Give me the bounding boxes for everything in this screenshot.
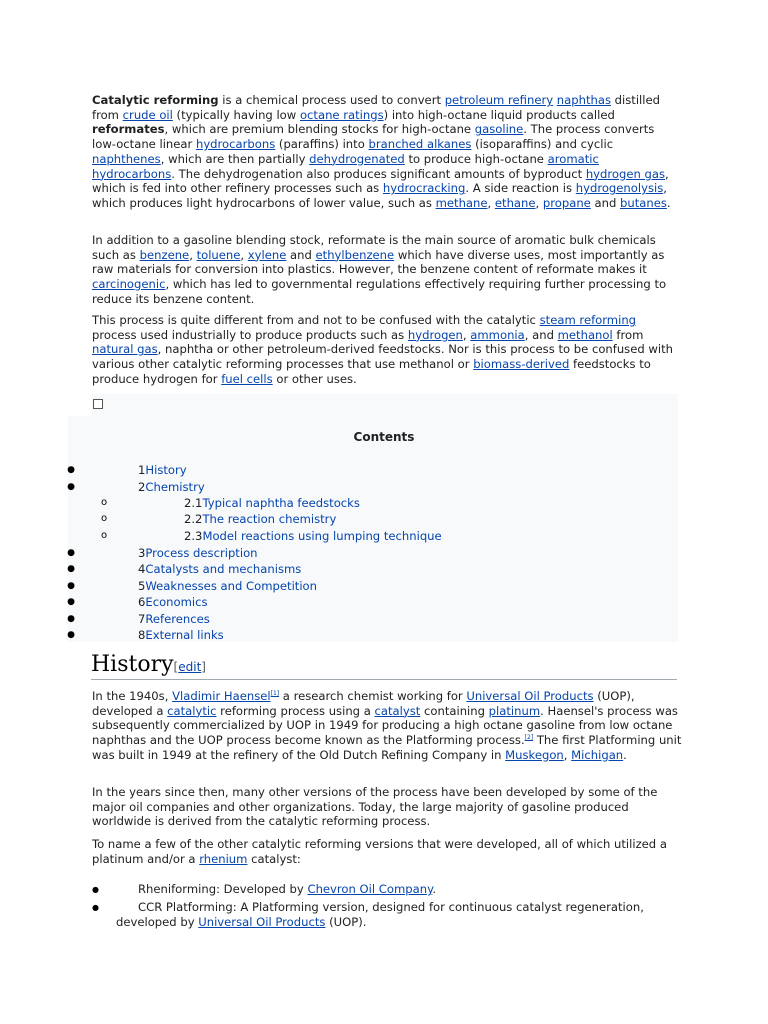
text-run: or other uses. [272,371,357,386]
text-run: is a chemical process used to convert [218,93,445,107]
text-run: distilled from [92,93,660,122]
toc-item-label[interactable]: Weaknesses and Competition [145,579,317,593]
intro-paragraph-2 [92,233,682,307]
toc-item-label[interactable]: Process description [145,546,258,560]
text-run: , [563,747,572,762]
text-run: , which are premium blending stocks for high-octane [164,122,475,137]
toc-item-chemistry[interactable] [138,479,205,495]
toc-item-number: 4 [138,562,146,576]
toc-item-number: 2.2 [184,512,203,526]
text-run: . Haensel's process was subsequently commercialized by UOP in 1949 for producing a high octane gasoline from low octane naphthas and the UOP process become known as the Platforming process. [92,703,678,748]
toc-item-model-reactions-using-lumping-technique[interactable] [184,528,442,544]
toc-item-number: 5 [138,579,146,593]
toc-item-label[interactable]: Economics [145,595,208,609]
link-crude-oil[interactable]: crude oil [122,107,173,122]
link-naphthenes[interactable]: naphthenes [92,151,161,166]
link-catalyst[interactable]: catalyst [374,703,421,718]
link-petroleum-refinery[interactable]: petroleum refinery [444,93,554,107]
citation-1[interactable]: [1] [270,690,280,698]
link-natural-gas[interactable]: natural gas [92,342,158,357]
text-run: which have diverse uses, most importantly as raw materials for conversion into plastics. However, the benzene content of reformate makes it [92,247,665,277]
toc-bullet: ● [67,614,75,624]
link-benzene[interactable]: benzene [139,247,190,262]
toc-bullet: ● [67,482,75,492]
text-run: To name a few of the other catalytic reforming versions that were developed, all of which utilized a platinum and/or a [92,837,667,866]
toc-item-economics[interactable] [138,594,208,610]
link-catalytic[interactable]: catalytic [167,703,217,718]
link-toluene[interactable]: toluene [196,247,241,262]
toc-bullet: ● [67,548,75,558]
text-run: . The process converts low-octane linear [92,122,655,152]
text-run: , [535,195,543,210]
text-run: containing [420,703,489,718]
text-run: , which is fed into other refinery processes such as [92,166,669,196]
text-run: . [432,882,436,896]
toc-item-process-description[interactable] [138,545,258,561]
toc-item-label[interactable]: References [145,612,210,626]
link-hydrocarbons[interactable]: hydrocarbons [195,137,276,152]
text-run: (isoparaffins) and cyclic [471,137,614,152]
list-item [92,882,682,897]
toc-item-label[interactable]: History [145,463,187,477]
list-item-text [92,900,682,930]
text-run: This process is quite different from and not to be confused with the catalytic [92,313,540,327]
link-vladimir-haensel[interactable]: Vladimir Haensel [172,689,271,703]
link-octane-ratings[interactable]: octane ratings [299,107,384,122]
toc-item-number: 2 [138,480,146,494]
link-branched-alkanes[interactable]: branched alkanes [368,137,472,152]
toc-item-typical-naphtha-feedstocks[interactable] [184,495,360,511]
toc-bullet: o [100,513,108,524]
bullet-icon: ● [92,885,99,894]
link-propane[interactable]: propane [542,195,591,210]
text-run: . A side reaction is [465,181,576,196]
edit-link[interactable]: edit [178,660,202,674]
link-universal-oil-products[interactable]: Universal Oil Products [466,689,594,703]
text-run: . [623,747,627,762]
link-fuel-cells[interactable]: fuel cells [221,371,273,386]
history-paragraph-3 [92,837,682,866]
toc-bullet: ● [67,630,75,640]
edit-bracket-open: [ [173,660,179,674]
link-methanol[interactable]: methanol [557,327,613,342]
toc-item-label[interactable]: Typical naphtha feedstocks [202,496,360,510]
link-biomass-derived[interactable]: biomass-derived [473,357,570,372]
list-item [92,900,682,930]
history-heading [91,652,677,680]
history-heading-text: History [91,652,174,677]
text-run: . The dehydrogenation also produces significant amounts of byproduct [171,166,586,181]
text-run: a research chemist working for [279,689,467,703]
text-run: , [462,327,471,342]
toc-item-history[interactable] [138,462,187,478]
toc-bullet: o [100,530,108,541]
text-run: (UOP), developed a [92,689,635,718]
link-hydrogen-gas[interactable]: hydrogen gas [585,166,666,181]
toc-item-number: 6 [138,595,146,609]
text-run: . [666,195,671,210]
toc-bullet: o [100,497,108,508]
toc-item-number: 2.3 [184,529,203,543]
toc-item-label[interactable]: Chemistry [145,480,205,494]
text-run: from [612,327,644,342]
text-run: and [286,247,316,262]
text-run: (typically having low [172,107,300,122]
link-xylene[interactable]: xylene [247,247,287,262]
toc-item-references[interactable] [138,611,210,627]
text-run: , and [524,327,558,342]
toc-toggle-checkbox[interactable] [93,399,103,409]
toc-title: Contents [353,430,415,444]
history-paragraph-1 [92,689,682,763]
toc-item-catalysts-and-mechanisms[interactable] [138,561,301,577]
link-chevron-oil-company[interactable]: Chevron Oil Company [307,882,433,896]
link-hydrogen[interactable]: hydrogen [407,327,463,342]
link-hydrocracking[interactable]: hydrocracking [382,181,466,196]
bullet-icon: ● [92,903,99,912]
list-item-text [92,882,682,897]
text-run: catalyst: [247,851,301,866]
link-rhenium[interactable]: rhenium [199,851,248,866]
toc-item-weaknesses-and-competition[interactable] [138,578,317,594]
toc-item-number: 2.1 [184,496,203,510]
text-run: ) into high-octane liquid products called [383,107,615,122]
text-run: reforming process using a [216,703,375,718]
toc-item-label[interactable]: External links [145,628,224,642]
text-run: , [487,195,495,210]
toc-item-external-links[interactable] [138,627,224,643]
link-ethane[interactable]: ethane [494,195,536,210]
toc-bullet: ● [67,597,75,607]
link-steam-reforming[interactable]: steam reforming [539,313,637,327]
intro-paragraph-1 [92,93,682,211]
toc-item-number: 3 [138,546,146,560]
link-ethylbenzene[interactable]: ethylbenzene [315,247,395,262]
toc-item-label[interactable]: Catalysts and mechanisms [145,562,302,576]
text-run: In the years since then, many other versions of the process have been developed by some of the major oil companies and other organizations. Today, the large majority of gasoline produced worldwide is derived from the catalytic reforming process. [92,785,658,829]
text-run: process used industrially to produce products such as [92,327,408,342]
link-hydrogenolysis[interactable]: hydrogenolysis [575,181,664,196]
history-paragraph-2 [92,785,682,829]
link-muskegon[interactable]: Muskegon [505,747,564,762]
bold-term: reformates [92,122,165,137]
text-run: , [189,247,197,262]
text-run: , which are then partially [160,151,310,166]
link-methane[interactable]: methane [435,195,488,210]
text-run: CCR Platforming: A Platforming version, designed for continuous catalyst regeneration, developed by [116,900,644,929]
text-run: to produce high-octane [404,151,548,166]
text-run: , which has led to governmental regulations effectively requiring further processing to reduce its benzene content. [92,277,667,306]
link-carcinogenic[interactable]: carcinogenic [92,277,166,292]
link-butanes[interactable]: butanes [620,195,667,210]
text-run: The first Platforming unit was built in 1949 at the refinery of the Old Dutch Refining Company in [92,733,682,762]
intro-paragraph-3 [92,313,682,387]
text-run: In the 1940s, [92,689,173,703]
toc-item-the-reaction-chemistry[interactable] [184,511,336,527]
toc-item-label[interactable]: The reaction chemistry [202,512,337,526]
text-run: , which produces light hydrocarbons of lower value, such as [92,181,667,210]
text-run: Rheniforming: Developed by [138,882,308,896]
toc-corner [68,394,92,416]
toc-bullet: ● [67,465,75,475]
toc-item-number: 7 [138,612,146,626]
toc-item-number: 1 [138,463,146,477]
text-run: (paraffins) into [275,137,369,152]
bold-term: Catalytic reforming [92,93,219,107]
link-naphthas[interactable]: naphthas [556,93,611,107]
toc-bullet: ● [67,564,75,574]
toc-item-label[interactable]: Model reactions using lumping technique [202,529,442,543]
link-dehydrogenated[interactable]: dehydrogenated [309,151,405,166]
link-ammonia[interactable]: ammonia [470,327,525,342]
toc-bullet: ● [67,581,75,591]
link-platinum[interactable]: platinum [488,703,541,718]
text-run: , naphtha or other petroleum-derived feedstocks. Nor is this process to be confused with various other catalytic reforming processes that use methanol or [92,342,674,372]
text-run: , [240,247,248,262]
link-gasoline[interactable]: gasoline [474,122,524,137]
link-michigan[interactable]: Michigan [571,747,624,762]
toc-item-number: 8 [138,628,146,642]
link-universal-oil-products[interactable]: Universal Oil Products [198,915,326,929]
text-run: (UOP). [325,915,367,929]
text-run: feedstocks to produce hydrogen for [92,357,651,386]
citation-2[interactable]: [2] [524,734,534,742]
edit-bracket-close: ] [201,660,206,674]
text-run: and [590,195,620,210]
link-aromatic-hydrocarbons[interactable]: aromatic hydrocarbons [92,151,599,181]
text-run: In addition to a gasoline blending stock, reformate is the main source of aromatic bulk chemicals such as [92,233,656,262]
